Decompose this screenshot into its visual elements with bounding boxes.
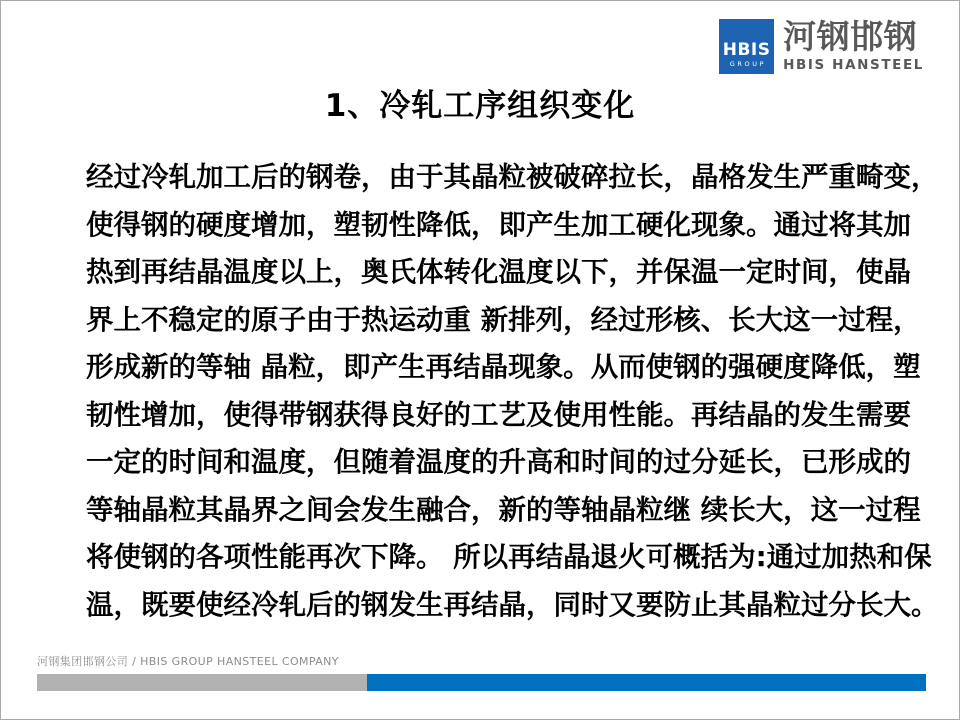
footer-company-name: 河钢集团邯钢公司 / HBIS GROUP HANSTEEL COMPANY [37,655,339,668]
logo-group-text: GROUP [729,59,767,68]
body-line: 韧性增加，使得带钢获得良好的工艺及使用性能。再结晶的发生需要 [86,398,911,431]
logo-english-name: HBIS HANSTEEL [783,57,924,74]
body-line: 一定的时间和温度，但随着温度的升高和时间的过分延长，已形成的 [86,446,911,478]
body-line: 热到再结晶温度以上，奥氏体转化温度以下，并保温一定时间，使晶 [86,256,911,288]
logo-chinese-name: 河钢邯钢 [783,17,918,56]
hbis-logo-icon [719,19,774,74]
body-line: 界上不稳定的原子由于热运动重 新排列，经过形核、长大这一过程， [86,303,921,336]
body-line: 温，既要使经冷轧后的钢发生再结晶，同时又要防止其晶粒过分长大。 [86,588,939,621]
logo-hbis-text: HBIS [722,39,771,60]
body-line: 等轴晶粒其晶界之间会发生融合，新的等轴晶粒继 续长大，这一过程 [86,493,921,526]
slide-title: 1、冷轧工序组织变化 [324,88,636,124]
footer-bar-gray [37,674,367,691]
hbis-logo [719,19,924,74]
body-paragraph [86,154,939,629]
body-line: 经过冷轧加工后的钢卷，由于其晶粒被破碎拉长，晶格发生严重畸变， [86,161,939,193]
body-line: 使得钢的硬度增加，塑韧性降低，即产生加工硬化现象。通过将其加 [86,208,911,241]
footer-bar-blue [367,674,926,691]
logo-wordmark [783,19,924,73]
body-line: 形成新的等轴 晶粒，即产生再结晶现象。从而使钢的强硬度降低，塑 [86,351,921,383]
body-line: 将使钢的各项性能再次下降。 所以再结晶退火可概括为:通过加热和保 [86,541,932,573]
